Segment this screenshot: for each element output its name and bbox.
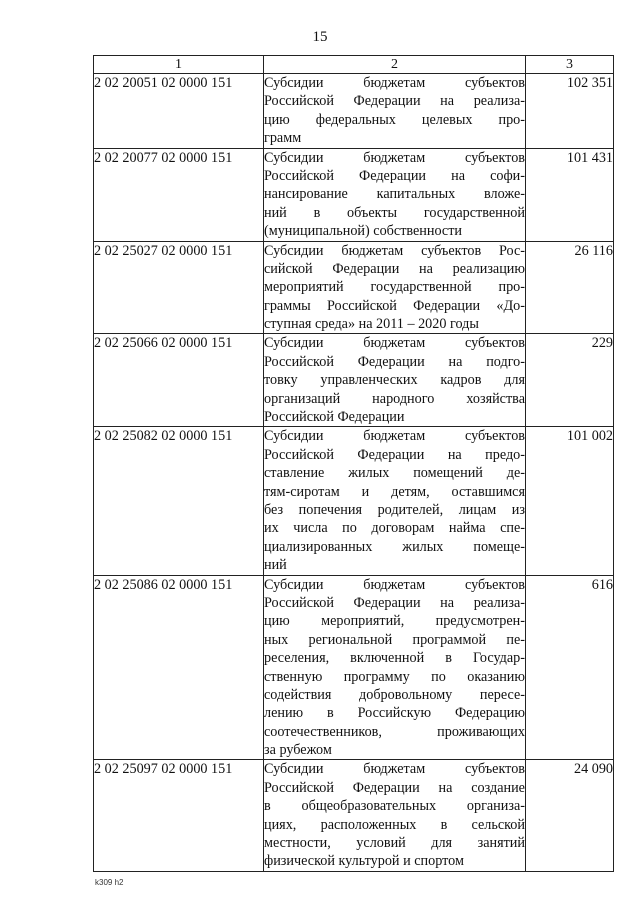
page-number: 15 — [312, 29, 328, 45]
description-line: циях, расположенных в сельской — [264, 816, 525, 833]
description-line: ных региональной программой пе- — [264, 631, 525, 648]
description-line: Субсидии бюджетам субъектов Рос- — [264, 242, 525, 259]
amount: 24 090 — [526, 760, 614, 871]
description-line: местности, условий для занятий — [264, 835, 525, 852]
table-row — [94, 575, 614, 760]
description — [264, 74, 526, 149]
description-line: Российской Федерации на реализа- — [264, 594, 525, 611]
description — [264, 575, 526, 760]
description-line: циализированных жилых помеще- — [264, 538, 525, 555]
description-line: соотечественников, проживающих — [264, 723, 525, 740]
budget-code: 2 02 25086 02 0000 151 — [94, 575, 264, 760]
table-row — [94, 427, 614, 575]
table-row — [94, 74, 614, 149]
description-line: содействия добровольному пересе- — [264, 686, 525, 703]
description — [264, 241, 526, 334]
description-line: ставление жилых помещений де- — [264, 465, 525, 482]
description-line: мероприятий государственной про- — [264, 279, 525, 296]
description-line: Субсидии бюджетам субъектов — [264, 576, 525, 593]
description-line: Российской Федерации на создание — [264, 779, 525, 796]
budget-code: 2 02 20051 02 0000 151 — [94, 74, 264, 149]
description-line: цию федеральных целевых про- — [264, 111, 525, 128]
table-header-row — [94, 56, 614, 74]
description-line: Субсидии бюджетам субъектов — [264, 335, 525, 352]
description-line: за рубежом — [264, 742, 332, 759]
description — [264, 148, 526, 241]
description-line: Субсидии бюджетам субъектов — [264, 428, 525, 445]
description-line: цию мероприятий, предусмотрен- — [264, 613, 525, 630]
amount: 101 002 — [526, 427, 614, 575]
description-line: ний в объекты государственной — [264, 204, 525, 221]
amount: 616 — [526, 575, 614, 760]
description-line: без попечения родителей, лицам из — [264, 501, 525, 518]
description-line: в общеобразовательных организа- — [264, 798, 525, 815]
description — [264, 760, 526, 871]
description-line: нансирование капитальных вложе- — [264, 186, 525, 203]
budget-code: 2 02 25027 02 0000 151 — [94, 241, 264, 334]
budget-table — [93, 55, 614, 872]
description-line: Российской Федерации — [264, 409, 405, 426]
description — [264, 334, 526, 427]
description-line: физической культурой и спортом — [264, 853, 464, 870]
column-header-2: 2 — [264, 56, 526, 74]
table-row — [94, 760, 614, 871]
description-line: Российской Федерации на предо- — [264, 446, 525, 463]
column-header-3: 3 — [526, 56, 614, 74]
budget-code: 2 02 25082 02 0000 151 — [94, 427, 264, 575]
table-row — [94, 241, 614, 334]
description-line: Субсидии бюджетам субъектов — [264, 149, 525, 166]
footer-code: k309 h2 — [95, 878, 124, 887]
description-line: Российской Федерации на софи- — [264, 167, 525, 184]
description-line: тям-сиротам и детям, оставшимся — [264, 483, 525, 500]
table-row — [94, 148, 614, 241]
description-line: лению в Российскую Федерацию — [264, 705, 525, 722]
description-line: организаций народного хозяйства — [264, 390, 525, 407]
description-line: Субсидии бюджетам субъектов — [264, 761, 525, 778]
description-line: Российской Федерации на реализа- — [264, 93, 525, 110]
amount: 101 431 — [526, 148, 614, 241]
amount: 229 — [526, 334, 614, 427]
description-line: реселения, включенной в Государ- — [264, 650, 525, 667]
description-line: Субсидии бюджетам субъектов — [264, 75, 525, 91]
table-row — [94, 334, 614, 427]
description — [264, 427, 526, 575]
description-line: ступная среда» на 2011 – 2020 годы — [264, 316, 479, 333]
amount: 102 351 — [526, 74, 614, 149]
description-line: ний — [264, 557, 287, 574]
description-line: граммы Российской Федерации «До- — [264, 297, 525, 314]
budget-code: 2 02 25066 02 0000 151 — [94, 334, 264, 427]
description-line: ственную программу по оказанию — [264, 668, 525, 685]
description-line: товку управленческих кадров для — [264, 372, 525, 389]
description-line: грамм — [264, 130, 302, 147]
description-line: сийской Федерации на реализацию — [264, 260, 525, 277]
description-line: (муниципальной) собственности — [264, 223, 463, 240]
budget-code: 2 02 20077 02 0000 151 — [94, 148, 264, 241]
amount: 26 116 — [526, 241, 614, 334]
description-line: Российской Федерации на подго- — [264, 353, 525, 370]
column-header-1: 1 — [94, 56, 264, 74]
budget-code: 2 02 25097 02 0000 151 — [94, 760, 264, 871]
description-line: их числа по договорам найма спе- — [264, 520, 525, 537]
